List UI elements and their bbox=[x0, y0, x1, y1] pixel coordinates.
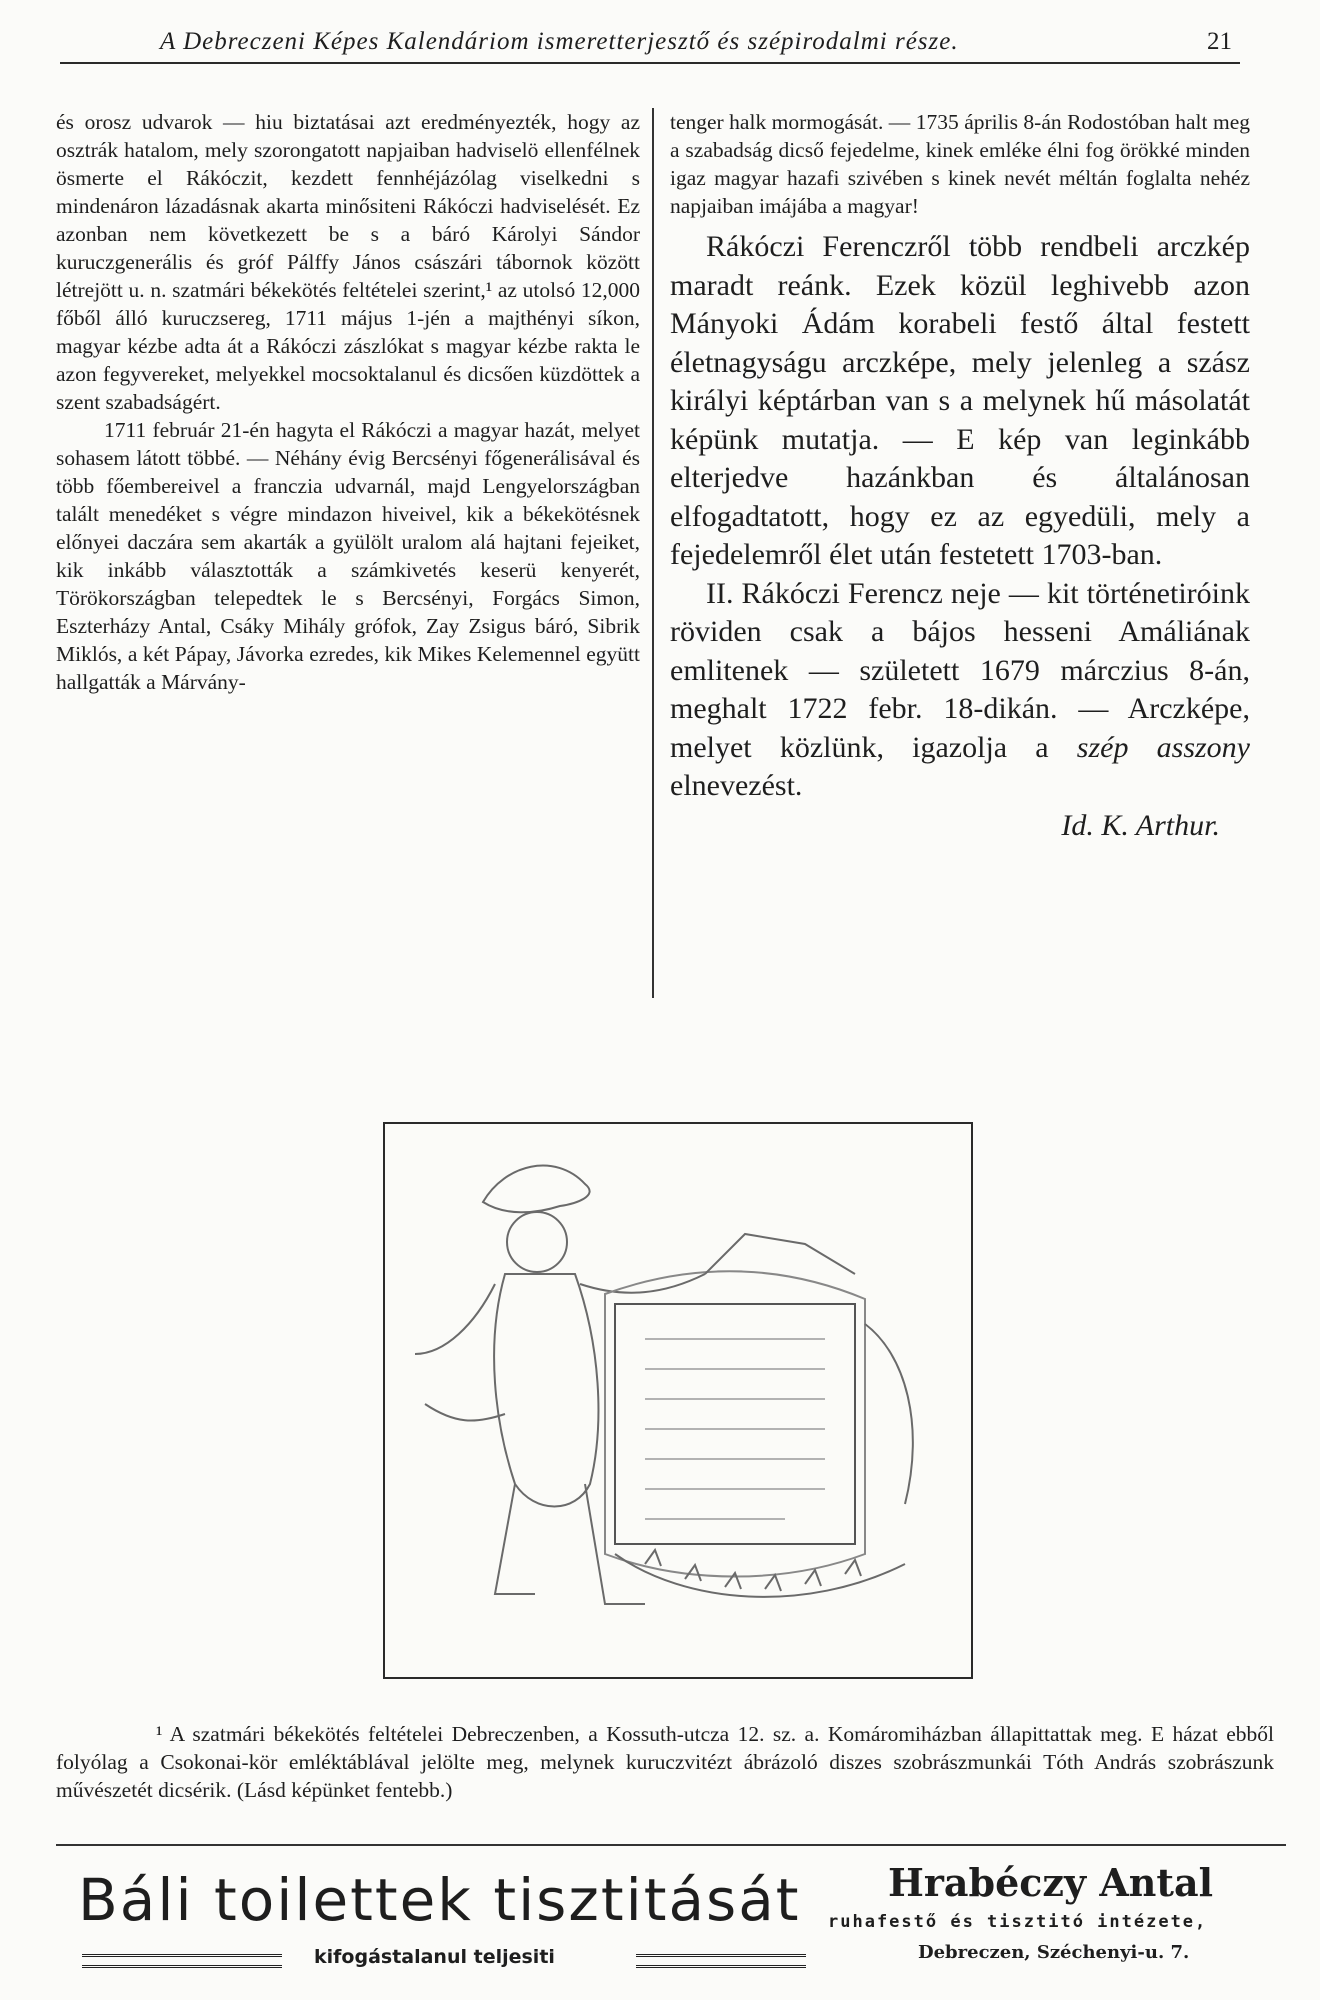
wife-text-start: II. Rákóczi Ferencz neje — kit történetiróink röviden csak a bájos hesseni Amáliának emlitenek — született 1679 márczius 8-án, meghalt 1722 febr. 18-dikán. — Arczképe, melyet közlünk, igazolja a bbox=[670, 576, 1250, 764]
running-header bbox=[60, 22, 1240, 64]
advertisement bbox=[56, 1844, 1286, 1996]
left-paragraph-1: és orosz udvarok — hiu biztatásai azt eredményezték, hogy az osztrák hatalom, mely szorongatott napjaiban hadviselö ellenfélnek ösmerte el Rákóczit, kezdett fennhéjázólag viselkedni s mindenáron lázadásnak akarta minősiteni Rákóczi hadviselését. Ez azonban nem következett be s a báró Károlyi Sándor kuruczgenerális és gróf Pálffy János császári tábornok között létrejött u. n. szatmári békekötés feltételei szerint,¹ az utolsó 12,000 főből álló kuruczsereg, 1711 május 1-jén a majthényi síkon, magyar kézbe adta át a Rákóczi zászlókat s magyar kézbe rakta le azon fegyvereket, melyekkel mocsoktalanul és dicsően küzdöttek a szent szabadságért. bbox=[56, 110, 640, 414]
right-intro-paragraph: tenger halk mormogását. — 1735 április 8-án Rodostóban halt meg a szabadság dicső fejedelme, kinek emléke élni fog örökké minden igaz magyar hazafi szivében s kinek nevét méltán foglalta nehéz napjaiban imájába a magyar! bbox=[670, 110, 1250, 218]
ad-shop-address: Debreczen, Széchenyi-u. 7. bbox=[918, 1942, 1190, 1963]
wife-text-end: elnevezést. bbox=[670, 769, 803, 802]
ad-rule-left bbox=[82, 1954, 282, 1968]
left-paragraph-2: 1711 február 21-én hagyta el Rákóczi a magyar hazát, melyet sohasem látott többé. — Néhány évig Bercsényi főgenerálisával és több főembereivel a franczia udvarnál, majd Lengyelországban talált menedéket s végre mindazon hiveivel, kik a békekötésnek előnyei daczára sem akarták a gyülölt uralom alá hajtani fejeiket, kik inkább választották a számkivetés keserü kenyerét, Törökországban telepedtek le s Bercsényi, Forgács Simon, Eszterházy Antal, Csáky Mihály grófok, Zay Zsigus báró, Sibrik Miklós, a két Pápay, Jávorka ezredes, kik Mikes Kelemennel együtt hallgatták a Márvány- bbox=[56, 418, 640, 694]
wife-paragraph bbox=[670, 575, 1250, 806]
author-signature: Id. K. Arthur. bbox=[1061, 808, 1220, 842]
footnote bbox=[56, 1720, 1274, 1804]
ad-tagline: kifogástalanul teljesiti bbox=[314, 1946, 555, 1968]
ad-slogan: Báli toilettek tisztitását bbox=[78, 1866, 801, 1934]
ad-rule-right bbox=[636, 1954, 806, 1968]
ad-shop-description: ruhafestő és tisztitó intézete, bbox=[828, 1912, 1208, 1932]
kurucz-relief-picture bbox=[385, 1124, 971, 1677]
relief-illustration bbox=[383, 1122, 973, 1679]
left-column bbox=[56, 108, 654, 998]
ad-shop-name: Hrabéczy Antal bbox=[888, 1860, 1214, 1905]
wife-text-emphasis: szép asszony bbox=[1076, 730, 1250, 764]
page-number: 21 bbox=[1207, 28, 1232, 55]
portrait-paragraph: Rákóczi Ferenczről több rendbeli arczkép maradt reánk. Ezek közül leghivebb azon Mányoki Ádám korabeli festő által festett életnagyságu arczképe, mely jelenleg a szász királyi képtárban van s a melynek hű másolatát képünk mutatja. — E kép van leginkább elterjedve hazánkban és általánosan elfogadtatott, hogy ez az egyedüli, mely a fejedelemről élet után festetett 1703-ban. bbox=[670, 230, 1250, 571]
header-title: A Debreczeni Képes Kalendáriom ismeretterjesztő és szépirodalmi része. bbox=[160, 28, 959, 55]
right-column bbox=[670, 108, 1250, 846]
footnote-text: ¹ A szatmári békekötés feltételei Debreczenben, a Kossuth-utcza 12. sz. a. Komáromiházban állapittattak meg. E házat ebből folyólag a Csokonai-kör emléktáblával jelölte meg, melynek kuruczvitézt ábrázoló diszes szobrászmunkái Tóth András szobrászunk művészetét dicsérik. (Lásd képünket fentebb.) bbox=[56, 1722, 1274, 1802]
